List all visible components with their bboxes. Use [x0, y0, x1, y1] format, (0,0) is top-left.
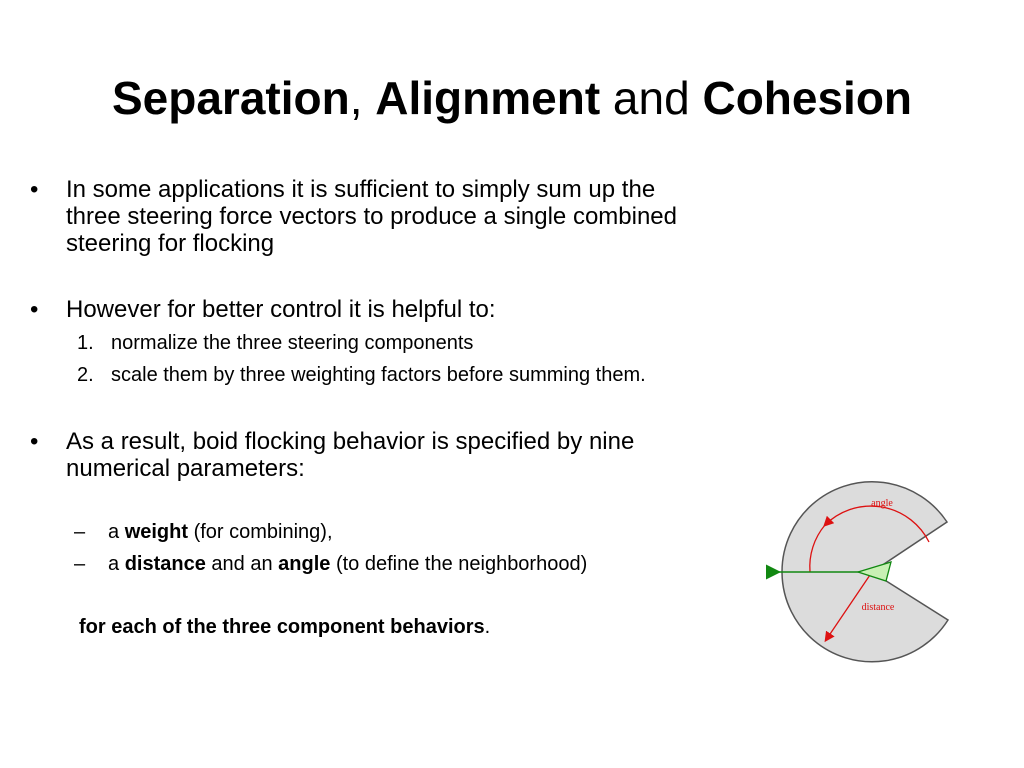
dash-item-angle: angle	[278, 553, 331, 575]
bullet-1-line-3: steering for flocking	[66, 230, 275, 257]
dash-mark: –	[74, 553, 86, 575]
bullet-3	[30, 428, 806, 482]
dash-item-pre: a	[108, 521, 125, 543]
angle-label: angle	[871, 498, 893, 509]
bullet-1-line-1: In some applications it is sufficient to simply sum up the	[66, 176, 656, 203]
bullet-3-line-2: numerical parameters:	[66, 455, 305, 482]
title-sep2: and	[600, 72, 703, 124]
bullet-mark: •	[30, 296, 39, 323]
bullet-mark: •	[30, 176, 39, 203]
title-cohesion: Cohesion	[702, 72, 913, 124]
dash-item-distance: distance	[124, 553, 206, 575]
bullet-3-line-1: As a result, boid flocking behavior is specified by nine	[66, 428, 635, 455]
numbered-item-1	[77, 330, 474, 356]
title-sep1: ,	[349, 72, 376, 124]
closing-line-bold: for each of the three component behaviors	[79, 616, 485, 638]
dash-item-post: (to define the neighborhood)	[330, 553, 588, 575]
closing-line	[79, 614, 490, 640]
bullet-2	[30, 296, 806, 323]
neighborhood-diagram	[762, 478, 972, 668]
closing-line-period: .	[484, 616, 491, 638]
bullet-1-line-2: three steering force vectors to produce a single combined	[66, 203, 678, 230]
title-alignment: Alignment	[375, 72, 601, 124]
bullet-mark: •	[30, 428, 39, 455]
dash-item-pre: a	[108, 553, 125, 575]
numbered-item-text: scale them by three weighting factors before summing them.	[111, 364, 646, 386]
title-separation: Separation	[111, 72, 350, 124]
dash-item-post: (for combining),	[188, 521, 333, 543]
dash-mark: –	[74, 521, 86, 543]
dash-item-weight: weight	[124, 521, 189, 543]
dash-item-mid: and an	[205, 553, 279, 575]
bullet-2-text: However for better control it is helpful to:	[66, 296, 496, 323]
slide-title	[0, 68, 1024, 128]
distance-label: distance	[861, 602, 895, 613]
bullet-1	[30, 176, 806, 257]
numbered-item-text: normalize the three steering components	[111, 332, 474, 354]
numbered-item-2	[77, 362, 646, 388]
dash-item-2	[74, 551, 588, 577]
numbered-item-number: 1.	[77, 332, 94, 354]
dash-item-1	[74, 519, 333, 545]
numbered-item-number: 2.	[77, 364, 94, 386]
